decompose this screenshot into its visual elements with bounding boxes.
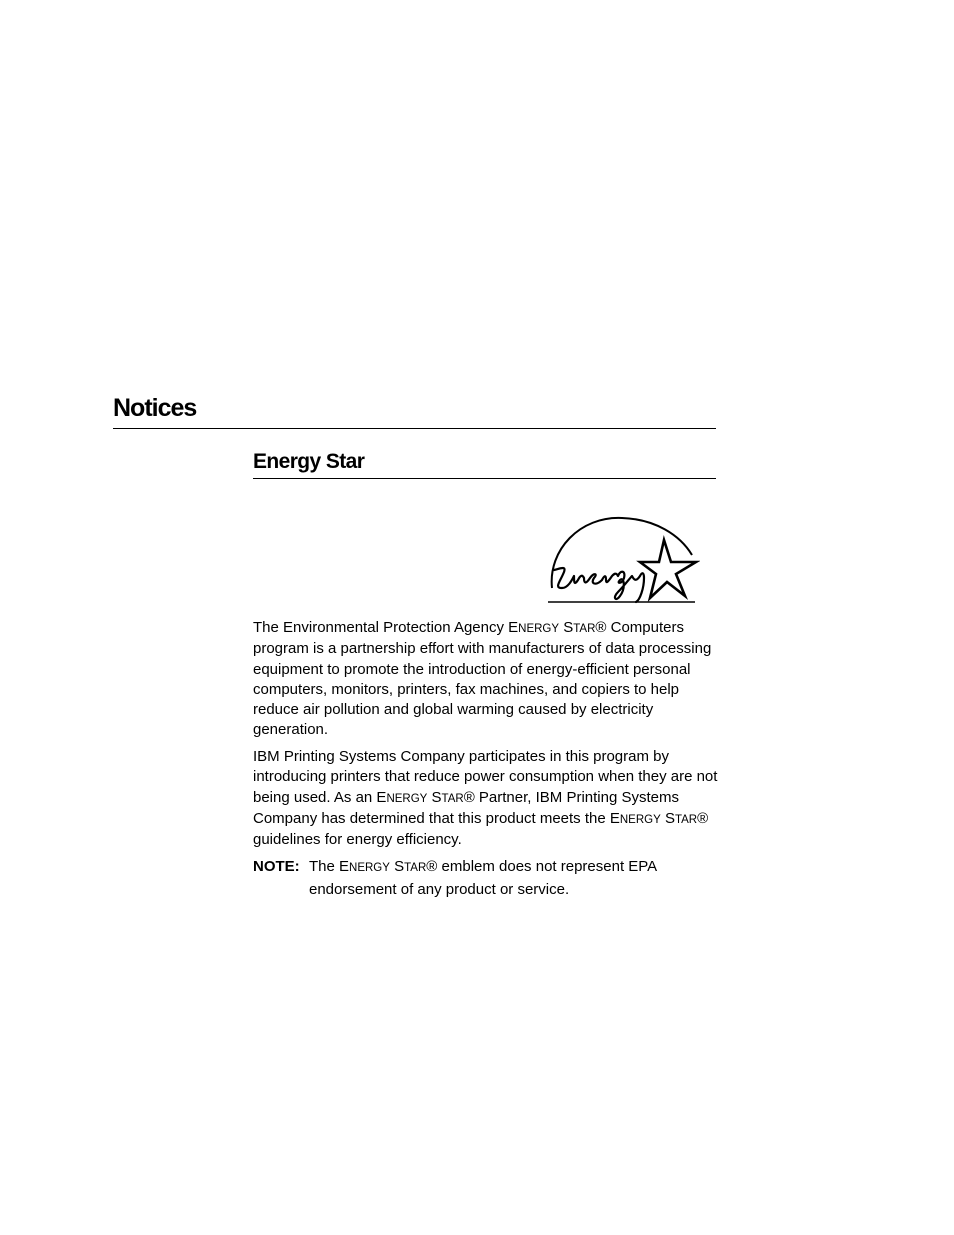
registered-mark: ® (595, 619, 607, 636)
text-segment: The E (309, 858, 350, 875)
small-caps-segment: NERGY (386, 792, 428, 805)
text-segment: guidelines for energy efficiency. (253, 831, 462, 849)
text-segment: IBM Printing Systems Company participates in this program by introducing printers that reduce power consumption when they are not being used. As an E (253, 748, 718, 806)
page-title: Notices (113, 394, 197, 422)
logo-script (554, 568, 644, 602)
small-caps-segment: TAR (404, 862, 427, 874)
text-segment: Computers program is a partnership effort with manufacturers of data processing equipment to promote the introduction of energy-efficient personal computers, monitors, printers, fax machines, and copiers to help reduce air pollution and global warming caused by electricity generation. (253, 619, 712, 739)
small-caps-segment: TAR (573, 623, 596, 635)
section-title-divider (253, 478, 716, 479)
text-segment: S (563, 619, 574, 636)
text-segment: emblem does not represent EPA endorsement of any product or service. (309, 858, 657, 898)
text-segment: Partner, IBM Printing Systems Company has determined that this product meets the E (253, 788, 679, 827)
text-segment: S (394, 858, 405, 875)
energy-star-paragraph-2 (253, 747, 723, 850)
energy-star-paragraph-1 (253, 618, 723, 741)
section-title: Energy Star (253, 450, 365, 473)
small-caps-segment: NERGY (619, 813, 661, 826)
registered-mark: ® (463, 788, 475, 806)
page-title-divider (113, 428, 716, 429)
note-block (253, 856, 723, 900)
text-segment: The Environmental Protection Agency E (253, 619, 519, 636)
small-caps-segment: NERGY (518, 623, 560, 635)
note-body (309, 856, 723, 900)
note-label: NOTE: (253, 858, 300, 875)
registered-mark: ® (697, 809, 709, 827)
text-segment: S (664, 809, 675, 827)
registered-mark: ® (426, 858, 438, 875)
small-caps-segment: NERGY (349, 862, 390, 874)
small-caps-segment: TAR (674, 813, 698, 826)
text-segment: S (431, 788, 442, 806)
small-caps-segment: TAR (441, 792, 464, 805)
energy-star-logo (540, 510, 700, 608)
